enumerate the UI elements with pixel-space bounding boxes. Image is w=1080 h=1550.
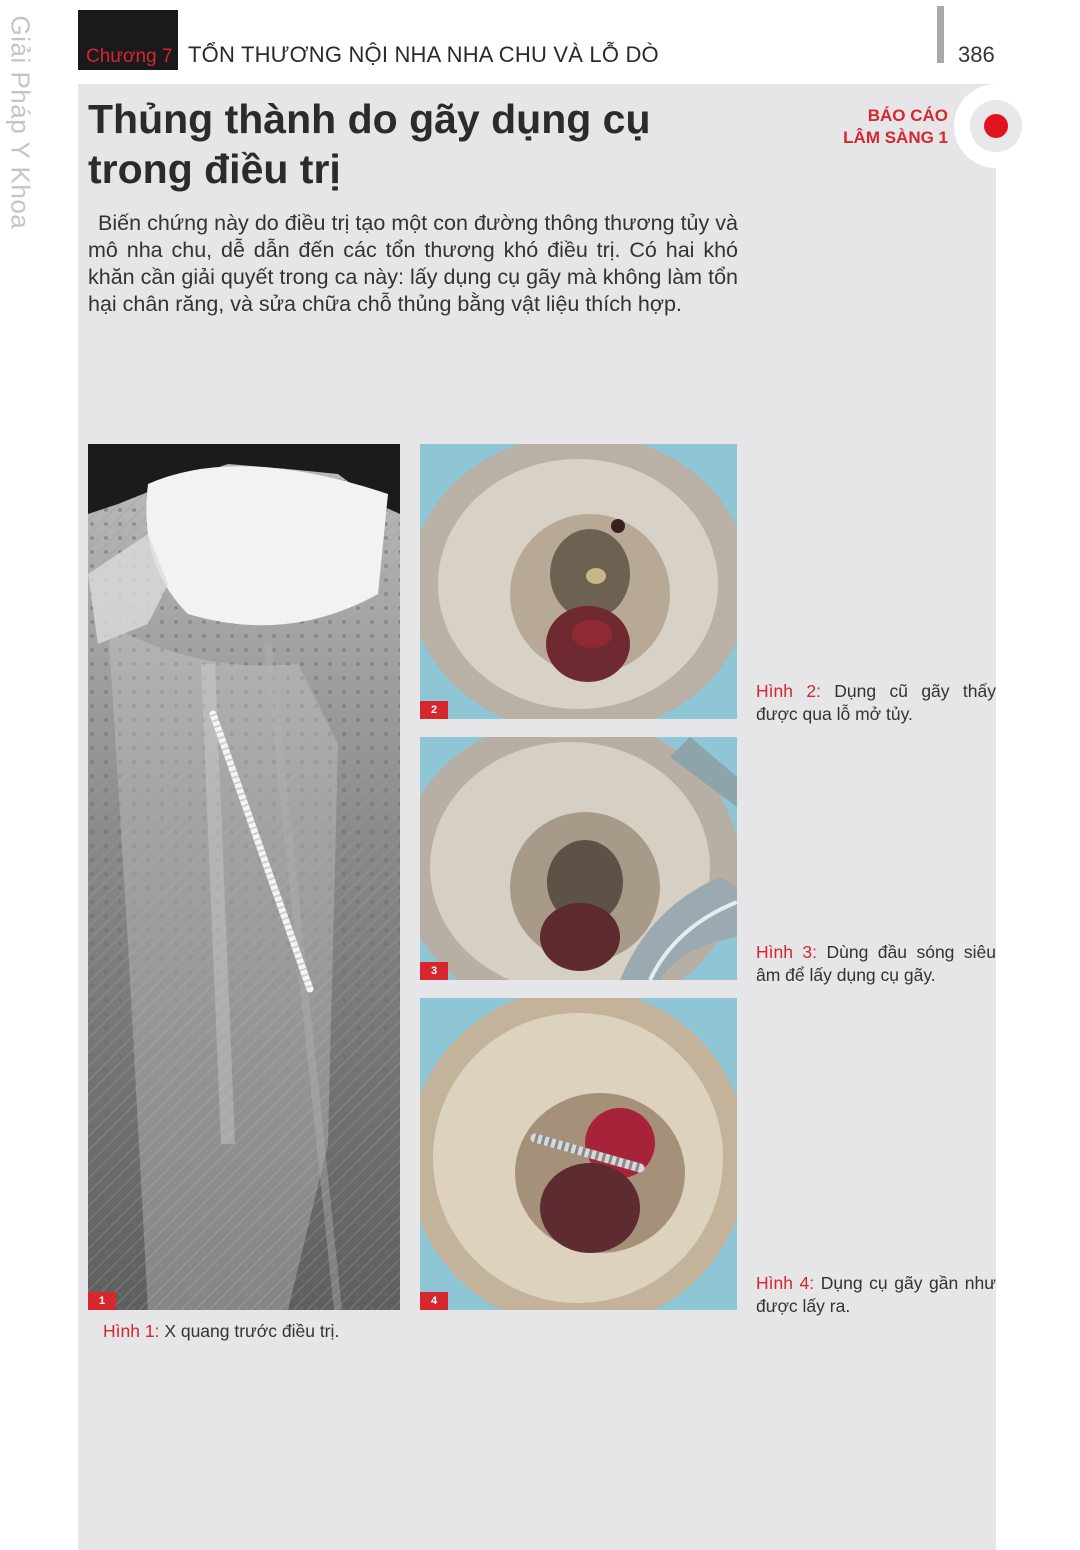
intro-text: Biến chứng này do điều trị tạo một con đường thông thương tủy và mô nha chu, dễ dẫn đến các tổn thương khó điều trị. Có hai khó khăn cần giải quyết trong ca này: lấy dụng cụ gãy mà không làm tổn hại chân răng, và sửa chữa chỗ thủng bằng vật liệu thích hợp. <box>88 211 738 316</box>
figure-2-caption-text: Dụng cũ gãy thấy được qua lỗ mở tủy. <box>756 681 996 724</box>
figure-1-label: Hình 1: <box>103 1321 160 1341</box>
figure-4-number: 4 <box>420 1292 448 1310</box>
page-number: 386 <box>958 42 995 67</box>
figure-1-xray <box>88 444 400 1310</box>
photo-4-image <box>420 998 737 1310</box>
figure-3-number: 3 <box>420 962 448 980</box>
sidebar-brand-text: Giải Pháp Y Khoa <box>5 15 36 230</box>
figure-4-photo <box>420 998 737 1310</box>
figure-3-photo <box>420 737 737 980</box>
figure-4-label: Hình 4: <box>756 1273 815 1293</box>
photo-3-image <box>420 737 737 980</box>
figure-1-caption-text: X quang trước điều trị. <box>164 1321 340 1341</box>
figure-2-number: 2 <box>420 701 448 719</box>
case-report-label <box>843 105 948 149</box>
article-title-line2: trong điều trị <box>88 146 341 192</box>
figure-3-label: Hình 3: <box>756 942 818 962</box>
case-dot-icon <box>984 114 1008 138</box>
xray-image <box>88 444 400 1310</box>
chapter-title: TỔN THƯƠNG NỘI NHA NHA CHU VÀ LỖ DÒ <box>188 42 659 67</box>
figure-1-caption <box>103 1320 403 1343</box>
figure-4-caption <box>756 1272 996 1318</box>
figure-3-caption-text: Dùng đầu sóng siêu âm để lấy dụng cụ gãy. <box>756 942 996 985</box>
article-title-line1: Thủng thành do gãy dụng cụ <box>88 96 651 142</box>
figure-2-caption <box>756 680 996 726</box>
figure-2-label: Hình 2: <box>756 681 821 701</box>
page-rule <box>937 6 944 63</box>
photo-2-image <box>420 444 737 719</box>
chapter-label: Chương 7 <box>86 46 173 67</box>
intro-paragraph <box>88 210 738 318</box>
article-title <box>88 94 728 194</box>
figure-3-caption <box>756 941 996 987</box>
case-label-line1: BÁO CÁO <box>867 106 948 125</box>
figure-1-number: 1 <box>88 1292 116 1310</box>
figure-4-caption-text: Dụng cụ gãy gần như được lấy ra. <box>756 1273 996 1316</box>
figure-2-photo <box>420 444 737 719</box>
case-label-line2: LÂM SÀNG 1 <box>843 128 948 147</box>
